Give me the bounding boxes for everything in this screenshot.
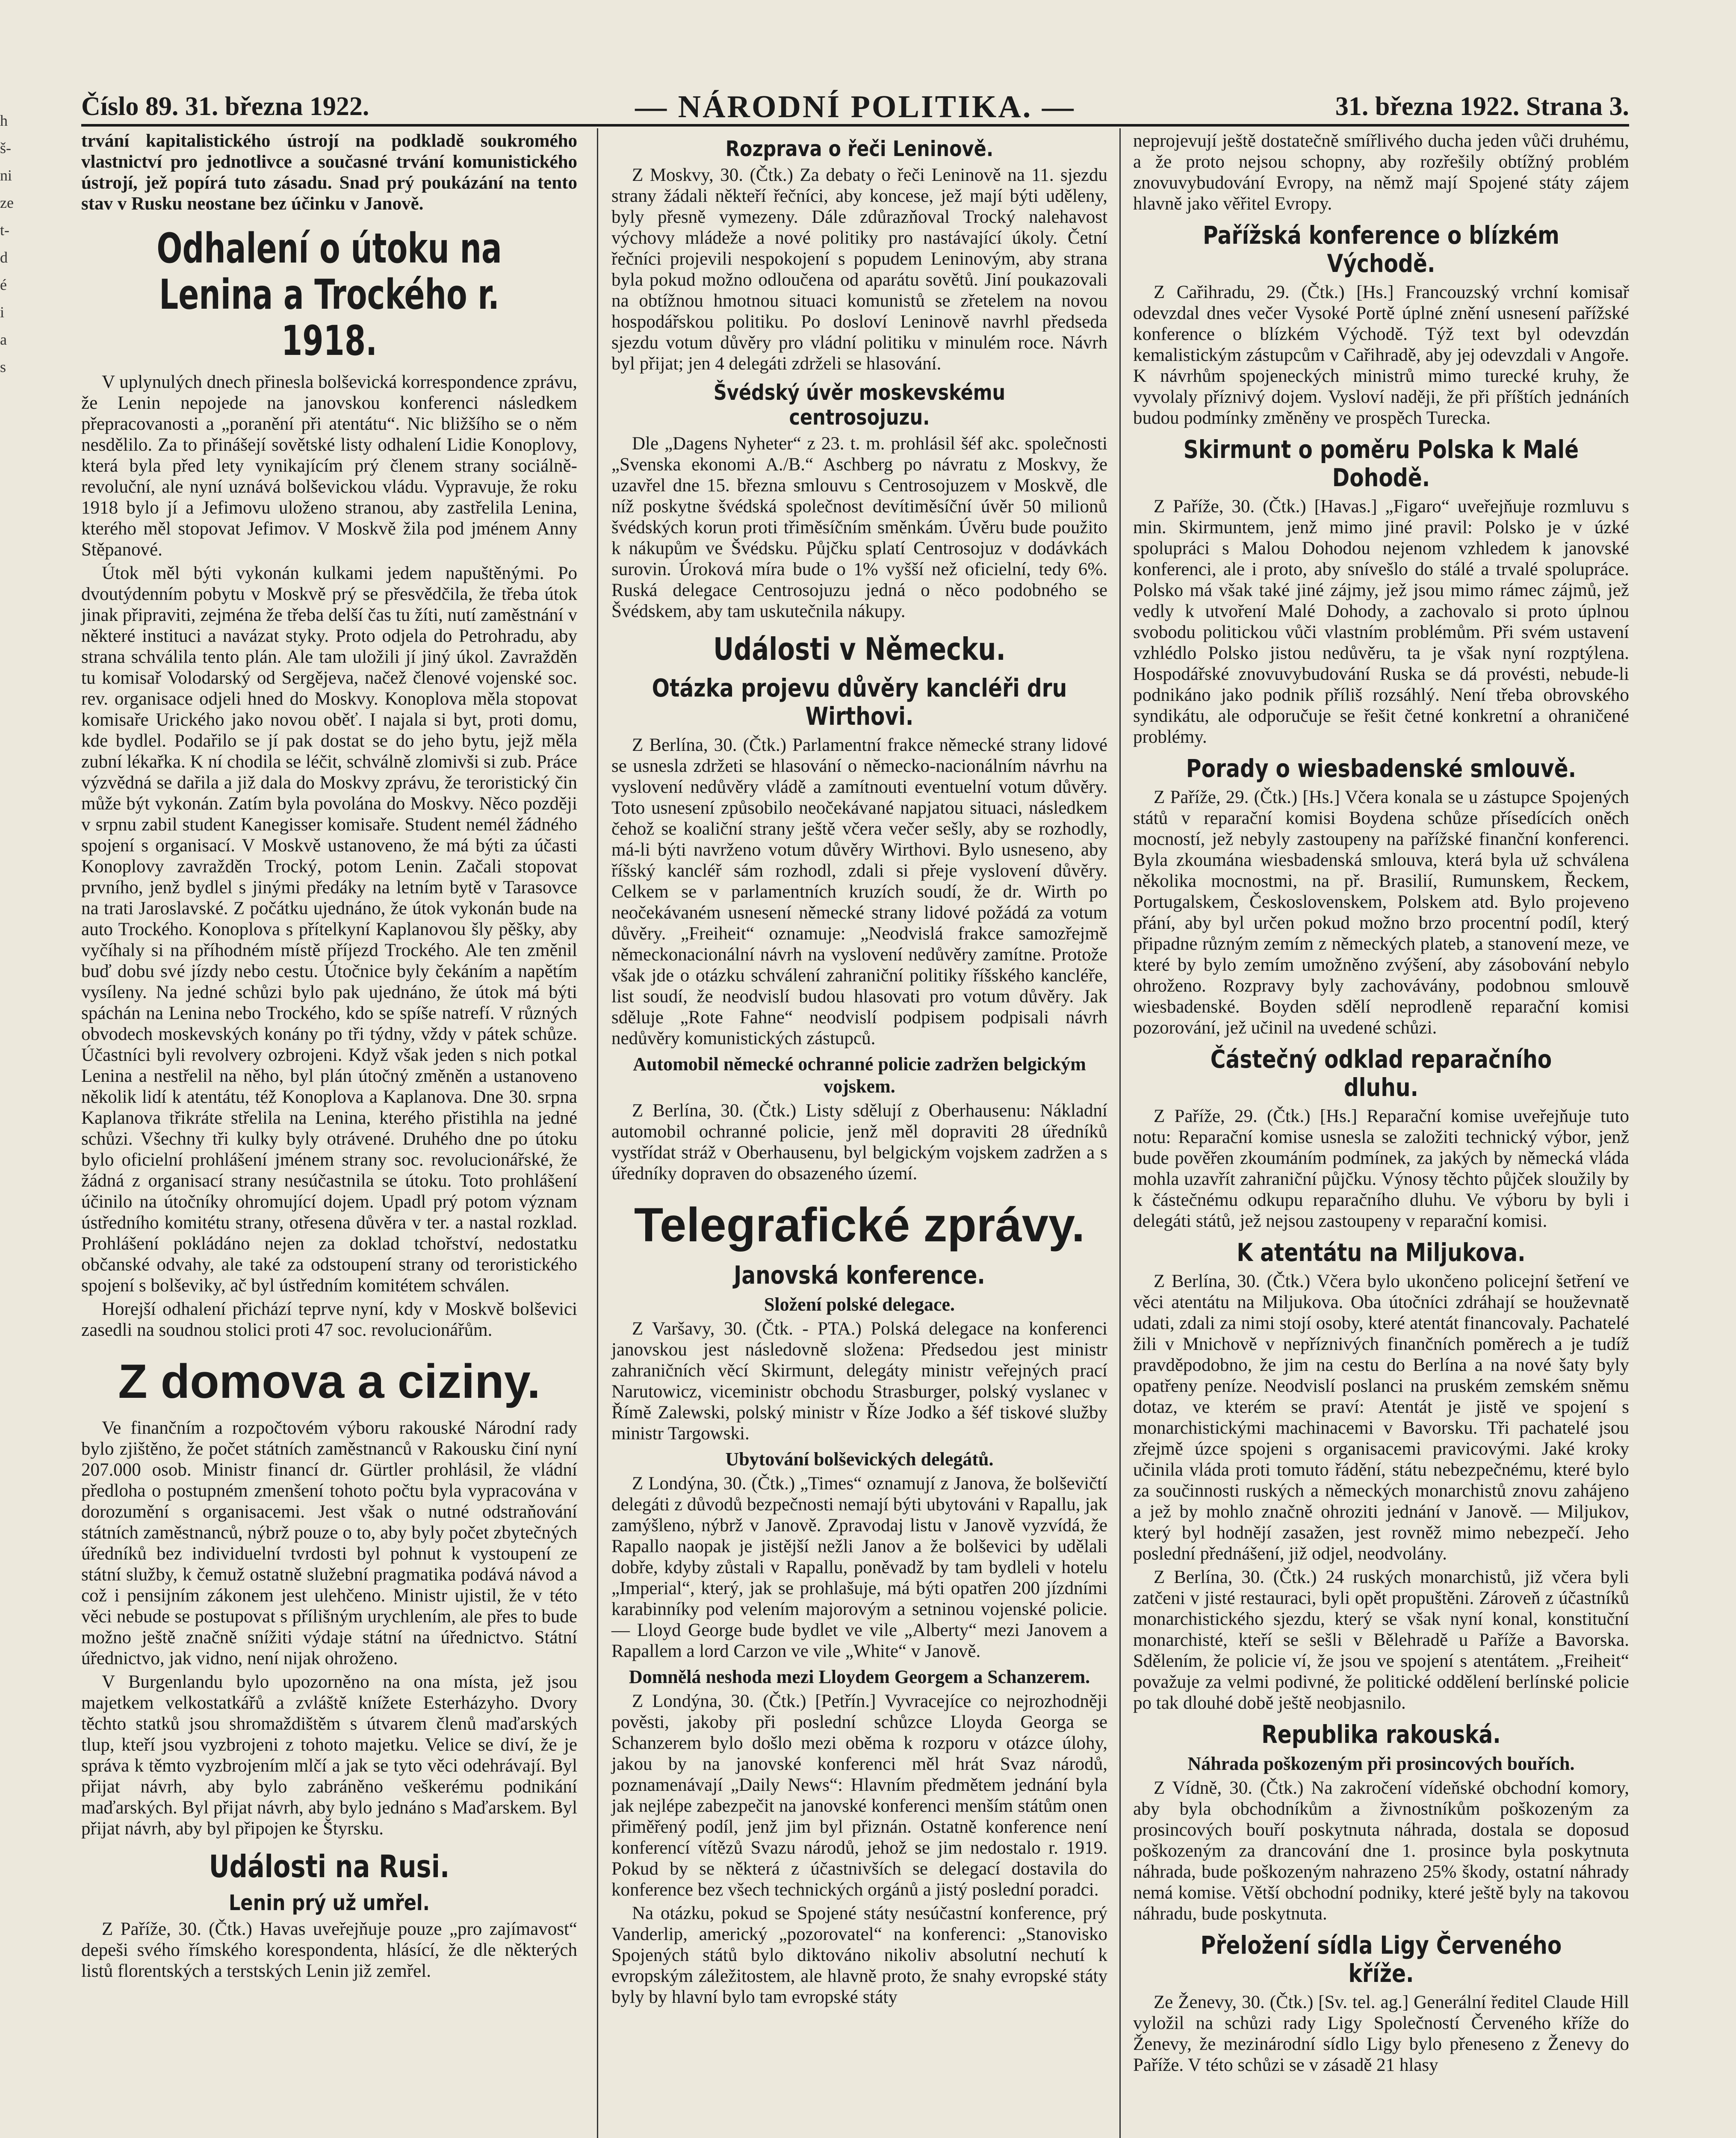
section-heading-udalosti-v-nemecku: Události v Německu. xyxy=(713,631,1006,667)
edge-letter: s xyxy=(0,358,6,375)
article-paragraph: Z Londýna, 30. (Čtk.) „Times“ oznamují z Janova, že bolševičtí delegáti z důvodů bezpečnosti nemají býti ubytováni v Rapallu, jak zamýšleno, nýbrž v Janově. Zpravodaj listu v Janově vyzvídá, že Rapallo naopak je jistější nežli Janov a že bolševici by udělali dobře, kdyby zůstali v Rapallu, poněvadž by tam bydleli v hotelu „Imperial“, který, jak se prohlašuje, má býti opatřen 200 jízdními karabinníky pod velením majorovým a setninou vojenské policie. — Lloyd George bude bydlet ve vile „Alberty“ mezi Janovem a Rapallem a lord Carzon ve vile „White“ v Janově. xyxy=(611,1474,1107,1661)
column-2 xyxy=(611,130,1107,2138)
article-paragraph: Z Berlína, 30. (Čtk.) Včera bylo ukončeno policejní šetření ve věci atentátu na Miljukova. Oba útočníci zdráhají se houževnatě udati, zdali za nimi stojí osoby, které atentát financovaly. Pachatelé žili v Mnichově v nepříznivých finančních poměrech a je tudíž pravděpodobno, že jim na cestu do Berlína a na nové šaty byly opatřeny peníze. Neodvislí poslanci na pruském zemském sněmu dotaz, ve kterém se praví: Atentát je jistě ve spojení s monarchistickými machinacemi v Bavorsku. Tři pachatelé jsou zřejmě úzce spojeni s organisacemi pravicovými. Jaké kroky učinila vláda proti tomuto řádění, státu nebezpečnému, které bylo za součinnosti ruských a německých monarchistů znovu zahájeno a jež by mohlo značně ohroziti jednání v Janově. — Miljukov, který byl hodnějí zasažen, jest rovněž mimo nebezpečí. Jeho poslední přednášení, již odjel, neodvolány. xyxy=(1133,1271,1629,1564)
section-heading-udalosti-na-rusi: Události na Rusi. xyxy=(209,1849,450,1884)
column-rule xyxy=(1119,128,1121,2138)
article-paragraph: Ze Ženevy, 30. (Čtk.) [Sv. tel. ag.] Generální ředitel Claude Hill vyložil na schůzi rady Ligy Společností Červeného kříže do Ženevy, že mezinárodní sídlo Ligy bylo přeneseno z Ženevy do Paříže. V této schůzi se v zásadě 21 hlasy xyxy=(1133,1992,1629,2075)
article-continuation: trvání kapitalistického ústrojí na podkladě soukromého vlastnictví pro jednotlivce a současné trvání komunistického ústrojí, jež popírá tuto zásadu. Snad prý poukázání na tento stav v Rusku neostane bez účinku v Janově. xyxy=(81,131,577,214)
edge-letter: h xyxy=(0,112,8,129)
headline-lenin: Lenin prý už umřel. xyxy=(229,1890,430,1915)
article-paragraph: Z Paříže, 30. (Čtk.) [Havas.] „Figaro“ uveřejňuje rozmluvu s min. Skirmuntem, jenž mimo jiné pravil: Polsko je v úzké spolupráci s Malou Dohodou nejenom vzhledem k janovské konferenci, ale i proto, aby snívešlo do stálé a trvalé spolupráce. Polsko má však také jiné zájmy, jež jsou mimo rámec zájmů, jež vedly k utvoření Malé Dohody, a zachovalo si proto úplnou svobodu politickou vůči vlastním problémům. Při svém ustavení vzhlédlo Polsko jistou nedůvěru, ta je však nyní rozptýlena. Hospodářské znovuvybudování Ruska se dá provésti, nebude-li podnikáno jako podnik příliš rozsáhlý. Není třeba obrovského syndikátu, ale odporučuje se řešit četné konkretní a ohraničené problémy. xyxy=(1133,496,1629,747)
article-paragraph: Z Paříže, 30. (Čtk.) Havas uveřejňuje pouze „pro zajímavost“ depeši svého římského korespondenta, hlásící, že dle některých listů florentských a terstských Lenin již zemřel. xyxy=(81,1919,577,1981)
edge-letter: š- xyxy=(0,139,11,157)
edge-letter: ze xyxy=(0,194,14,211)
article-paragraph: Z Paříže, 29. (Čtk.) [Hs.] Reparační komise uveřejňuje tuto notu: Reparační komise usnesla se založiti technický výbor, jenž bude pověřen zkoumáním podmínek, za jakých by německá vláda mohla uzavřít zahraniční půjčku. Výnosy těchto půjček sloužily by k částečnému odkupu reparačního dluhu. Ve výboru by byli i delegáti států, jež nejsou zastoupeny v reparační komisi. xyxy=(1133,1106,1629,1231)
headline-prelozeni-sidla: Přeložení sídla Ligy Červeného kříže. xyxy=(1200,1931,1562,1988)
headline-skirmunt: Skirmunt o poměru Polska k Malé Dohodě. xyxy=(1183,435,1579,492)
article-paragraph: Horejší odhalení přichází teprve nyní, kdy v Moskvě bolševici zasedli na soudnou stolici proti 47 soc. revolucionářům. xyxy=(81,1299,577,1340)
article-paragraph: Z Cařihradu, 29. (Čtk.) [Hs.] Francouzský vrchní komisař odevzdal dnes večer Vysoké Portě úplné znění usnesení pařížské konference o blízkém Východě. Týž text byl odevzdán kemalistickým zástupcům v Cařihradě, aby jej odevzdali v Angoře. K návrhům spojeneckých ministrů mimo turecké kruhy, že vyvolaly příznivý dojem. Vysloví naději, že při příštích jednáních budou podmínky změněny ve prospěch Turecka. xyxy=(1133,282,1629,428)
article-paragraph: V Burgenlandu bylo upozorněno na ona místa, jež jsou majetkem velkostatkářů a zvláště knížete Esterházyho. Dvory těchto statků jsou shromaždištěm s útvarem členů maďarských tlup, kteří jsou vyzbrojeni z tohoto majetku. Velice se diví, že je správa k těmto vyzbrojením mlčí a jak se tyto věci odehrávají. Byl přijat návrh, aby bylo zabráněno veškerému podnikání maďarských. Byl přijat návrh, aby bylo jednáno s Maďarskem. Byl přijat návrh, aby byl připojen ke Štyrsku. xyxy=(81,1672,577,1839)
column-1 xyxy=(81,130,577,2138)
issue-number: Číslo 89. 31. března 1922. xyxy=(81,92,369,121)
article-paragraph: Z Paříže, 29. (Čtk.) [Hs.] Včera konala se u zástupce Spojených států v reparační komisi Boydena schůze přísedících oněch mocností, jež nebyly zastoupeny na pařížské finanční konferenci. Byla zkoumána wiesbadenská smlouva, která byla už schválena několika mocnostmi, na př. Brasilií, Rumunskem, Řeckem, Portugalskem, Československem, Polskem atd. Bylo projeveno přání, aby byl určen pokud možno brzo procentní podíl, který připadne různým zemím z německých plateb, a stanovení meze, ve které by bylo zemím umožněno zvýšení, aby zásobování nebylo ohroženo. Rozpravy byly zachovávány, podobnou smlouvě wiesbadenské. Boyden sdělí neprodleně reparační komisi pozorování, jež učinil na uvedené schůzi. xyxy=(1133,787,1629,1038)
headline-janovska-konference: Janovská konference. xyxy=(734,1261,985,1290)
adjacent-page-edge xyxy=(0,107,19,375)
section-heading-z-domova: Z domova a ciziny. xyxy=(118,1355,540,1408)
section-heading-republika-rakouska: Republika rakouská. xyxy=(1261,1720,1501,1749)
article-paragraph: Z Varšavy, 30. (Čtk. - PTA.) Polská delegace na konferenci janovskou jest následovně složena: Předsedou jest ministr zahraničních věcí Skirmunt, delegáty ministr veřejných prací Narutowicz, viceministr obchodu Strasburger, polský vyslanec v Římě Zalewski, polský ministr v Říze Jodko a šéf tiskové služby ministr Targowski. xyxy=(611,1319,1107,1444)
article-paragraph: Z Vídně, 30. (Čtk.) Na zakročení vídeňské obchodní komory, aby byla obchodníkům a živnostníkům poškozeným za prosincových bouří poskytnuta náhrada, dostala se doposud poškozeným za drancování dne 1. prosince byla poskytnuta náhrada, bude poškozeným nahrazeno 25% škody, ostatní náhrady nemá komise. Větší obchodní podniky, které ještě byly na takovou náhradu, bude poskytnuta. xyxy=(1133,1778,1629,1924)
headline-odhaleni: Odhalení o útoku na Lenina a Trockého r. 1918. xyxy=(156,224,502,365)
article-paragraph: Z Berlína, 30. (Čtk.) Listy sdělují z Oberhausenu: Nákladní automobil ochranné policie, jenž měl dopraviti 28 úředníků vystřídat stráž v Oberhausenu, byl belgickým vojskem zadržen a s úředníky dopraven do obsazeného území. xyxy=(611,1101,1107,1184)
page-number: 31. března 1922. Strana 3. xyxy=(1335,92,1629,121)
headline-parizska-konference: Pařížská konference o blízkém Východě. xyxy=(1203,221,1559,278)
edge-letter: t- xyxy=(0,221,9,239)
headline-otazka-duvery: Otázka projevu důvěry kancléři dru Wirthovi. xyxy=(652,673,1067,731)
headline-rozprava: Rozprava o řeči Leninově. xyxy=(725,136,994,161)
headline-porady: Porady o wiesbadenské smlouvě. xyxy=(1186,754,1577,783)
newspaper-title: — NÁRODNÍ POLITIKA. — xyxy=(635,89,1075,124)
edge-letter: d xyxy=(0,249,8,266)
article-continuation: neprojevují ještě dostatečně smířlivého ducha jeden vůči druhému, a že proto nejsou schopny, aby rozřešily obtížný problém znovuvybudování Evropy, na němž mají Spojené státy zájem hlavně jako věřitel Evropy. xyxy=(1133,131,1629,214)
article-paragraph: V uplynulých dnech přinesla bolševická korrespondence zprávu, že Lenin nepojede na janovskou konferenci následkem přepracovanosti a „poranění při atentátu“. Nic bližšího se o něm nesdělilo. Za to přinášejí sovětské listy odhalení Lidie Konoplovy, která byla před lety vynikajícím prý členem strany sociálně-revoluční, ale nyní uznává bolševickou vládu. Vypravuje, že roku 1918 bylo jí a Jefimovu uloženo stranou, aby zastřelila Lenina, kterého měl stopovat Jefimov. V Moskvě žila pod jménem Anny Stěpanové. xyxy=(81,372,577,560)
article-paragraph: Z Londýna, 30. (Čtk.) [Petřín.] Vyvracejíce co nejrozhodněji pověsti, jakoby při poslední schůzce Lloyda Georga se Schanzerem bylo došlo mezi oběma k rozporu v otázce úlohy, jakou by na janovské konferenci měl hrát Svaz národů, poznamenávají „Daily News“: Hlavním předmětem jednání byla jak nejlépe zabezpečit na janovské konferenci menším státům onen přiměřený podíl, jenž jim byl přiznán. Ostatně konference není konferencí vítězů Svazu národů, jehož se jim nedostalo r. 1919. Pokud by se některá z účastnivších se delegací dostavila do konference bez všech technických orgánů a jistý poslední poradci. xyxy=(611,1691,1107,1900)
article-paragraph: Ve finančním a rozpočtovém výboru rakouské Národní rady bylo zjištěno, že počet státních zaměstnanců v Rakousku činí nyní 207.000 osob. Ministr financí dr. Gürtler prohlásil, že vládní předloha o postupném zmenšení tohoto počtu byla vypracována v dorozumění s organisacemi. Jest však o nutné odstraňování státních zaměstnanců, nýbrž pouze o to, aby byly počet zbytečných úředníků bez individuelní tvrdosti byl pohnut k vystoupení ze státní služby, k čemuž ostatně služební pragmatika podává návod a což i pensijním zákonem jest ulehčeno. Ministr ujistil, že v této věci nebude se postupovat s přílišným urychlením, ale přes to bude možno ještě značně snížiti výdaje státní na úřednictvo. Státní úřednictvo, jak vidno, není nijak ohroženo. xyxy=(81,1418,577,1668)
article-paragraph: Útok měl býti vykonán kulkami jedem napuštěnými. Po dvoutýdenním pobytu v Moskvě prý se přesvědčila, že třeba útok jinak připraviti, zejména že třeba delší čas tu žíti, nutí zaměstnání v některé instituci a navázat styky. Proto odjela do Petrohradu, aby strana schválila tento plán. Ale tam uložili jí jiný úkol. Zavražděn tu komisař Volodarský od Sergějeva, načež členové vojenské soc. rev. organisace odjeli hned do Moskvy. Konoplova měla stopovat komisaře Urického jako novou oběť. I najala si byt, proti domu, kde bydlel. Podařilo se jí pak dostat se do jeho bytu, jejž měla zubní lékařka. K ní chodila se léčit, schválně zlomivši si zub. Práce výzvědná se dařila a již dala do Moskvy zprávu, že teroristický čin může být vykonán. Zatím byla povolána do Moskvy. Něco později v srpnu zabil student Kanegisser komisaře. Student nemél žádného spojení s organisací. V Moskvě ustanoveno, že má býti za účasti Konoplovy zavražděn Trocký, potom Lenin. Začali stopovat prvního, jenž bydlel s jinými předáky na letním bytě v Tarasovce na trati Jaroslavské. Z počátku ujednáno, že útok vykonán bude na auto Trockého. Konoplova s přítelkyní Kaplanovou šly pěšky, aby vyčíhaly si na příhodném místě příjezd Trockého. Ale ten změnil buď dobu své jízdy nebo cestu. Útočnice byly čekáním a napětím vysíleny. Na jedné schůzi bylo pak ujednáno, že útok má býti spáchán na Lenina nebo Trockého, kdo se spíše natrefí. V různých obvodech moskevských konány po tři týdny, vždy v pátek schůze. Účastníci byli revolvery ozbrojeni. Když však jeden s nich potkal Lenina a nestřelil na něho, byl plán útočný změněn a ustanoveno několik lidí k atentátu, též Konoplova a Kaplanova. Dne 30. srpna Kaplanova třikráte střelila na Lenina, kterého přistihla na jedné schůzi. Všechny tři kulky byly otrávené. Druhého dne po útoku bylo oficielní prohlášení jménem strany soc. revolucionářské, že žádná z organisací strany nesúčastnila se útoku. Toto prohlášení účinilo na útočníky ohromující dojem. Upadl prý potom význam ústředního komitétu strany, otřesena důvěra v ter. a nastal rozklad. Prohlášení pokládáno nejen za doklad tchořství, nedostatku občanské odvahy, ale také za odstoupení strany od teroristického spojení s bolševiky, ač byl ústředním komitétem schválen. xyxy=(81,563,577,1296)
headline-automobil: Automobil německé ochranné policie zadržen belgickým vojskem. xyxy=(633,1054,1086,1097)
headline-atentat-miljukov: K atentátu na Miljukova. xyxy=(1237,1238,1526,1267)
article-paragraph: Dle „Dagens Nyheter“ z 23. t. m. prohlásil šéf akc. společnosti „Svenska ekonomi A./B.“ Aschberg po návratu z Moskvy, že uzavřel dne 15. března smlouvu s Centrosojuzem v Moskvě, dle níž poskytne švédská společnost devítiměsíční úvěr 50 milionů švédských korun proti třiměsíčním směnkám. Úvěru bude použito k nákupům ve Švédsku. Půjčku splatí Centrosojuz v dodávkách surovin. Úroková míra bude o 1% vyšší než oficielní, tedy 6%. Ruská delegace Centrosojuzu jedná o něco podobného se Švédskem, aby tam uskutečnila nákupy. xyxy=(611,434,1107,621)
column-3 xyxy=(1133,130,1629,2138)
masthead xyxy=(81,86,1629,127)
article-paragraph: Na otázku, pokud se Spojené státy nesúčastní konference, prý Vanderlip, americký „pozorovatel“ na konferenci: „Stanovisko Spojených států bylo diktováno nikoliv absolutní nechutí k evropským záležitostem, ale hlavně proto, že snahy evropské státy byly by hlavní bylo tam evropské státy xyxy=(611,1903,1107,2007)
edge-letter: i xyxy=(0,304,5,321)
subheadline-domnela-neshoda: Domnělá neshoda mezi Lloydem Georgem a Schanzerem. xyxy=(629,1666,1090,1687)
headline-svedsky-uver: Švédský úvěr moskevskému centrosojuzu. xyxy=(713,380,1006,430)
article-paragraph: Z Berlína, 30. (Čtk.) Parlamentní frakce německé strany lidové se usnesla zdržeti se hlasování o německo-nacionálním návrhu na vyslovení nedůvěry vládě a zamítnouti eventuelní votum důvěry. Toto usnesení způsobilo neočekávané napjatou situaci, následkem čehož se koaliční strany ještě včera večer sešly, aby se rozhodly, má-li býti navrženo votum důvěry Wirthovi. Bylo usneseno, aby říšský kancléř sám rozhodl, zdali si přeje vyslovení důvěry. Celkem se v parlamentních kruzích soudí, že dr. Wirth po neočekávaném usnesení německé strany lidové požádá za votum důvěry. „Freiheit“ oznamuje: „Neodvislá frakce samozřejmě německonacionální návrh na vyslovení nedůvěry zamítne. Protože však jde o otázku schválení zahraniční politiky říšského kancléře, list soudí, že neodvislí budou hlasovati pro votum důvěry. Jak sděluje „Rote Fahne“ neodvislí podpisem podpisali návrh nedůvěry komunistických zástupců. xyxy=(611,735,1107,1048)
edge-letter: é xyxy=(0,276,7,293)
edge-letter: ni xyxy=(0,167,12,184)
article-paragraph: Z Berlína, 30. (Čtk.) 24 ruských monarchistů, již včera byli zatčeni v jisté restauraci, byli opět propuštěni. Zároveň z účastníků monarchistického sjezdu, který se však nyní konal, konstituční monarchisté, kteří se sešli v Bělehradě u Paříže a Bavorska. Sdělením, že policie ví, že jsou ve spojení s atentátem. „Freiheit“ považuje za velmi podivné, že politické oddělení berlínské policie po tak dlouhé době ještě neobjasnilo. xyxy=(1133,1567,1629,1713)
article-paragraph: Z Moskvy, 30. (Čtk.) Za debaty o řeči Leninově na 11. sjezdu strany žádali někteří řečníci, aby koncese, jež mají býti uděleny, byly přesně vymezeny. Dále zdůrazňoval Trocký nalehavost výchovy mládeže a nové politiky pro nastávající úkoly. Četní řečníci projevili nespokojení s popudem Leninovým, aby strana byla pokud možno odloučena od aparátu sovětů. Jiní poukazovali na obtížnou hmotnou situaci komunistů se zřetelem na novou hospodářskou politiku. Po dosloví Leninově navrhl předseda sjezdu votum důvěry pro vládní politiku v minulém roce. Návrh byl přijat; jen 4 delegáti zdrželi se hlasování. xyxy=(611,165,1107,374)
subheadline-ubytovani: Ubytování bolševických delegátů. xyxy=(725,1449,994,1470)
edge-letter: a xyxy=(0,331,7,348)
section-heading-telegraficke-zpravy: Telegrafické zprávy. xyxy=(634,1198,1085,1252)
subheadline-slozeni-delegace: Složení polské delegace. xyxy=(764,1294,955,1315)
headline-castecny-odklad: Částečný odklad reparačního dluhu. xyxy=(1210,1045,1552,1102)
column-rule xyxy=(597,128,598,2138)
subheadline-nahrada: Náhrada poškozeným při prosincových bouřích. xyxy=(1187,1753,1575,1774)
